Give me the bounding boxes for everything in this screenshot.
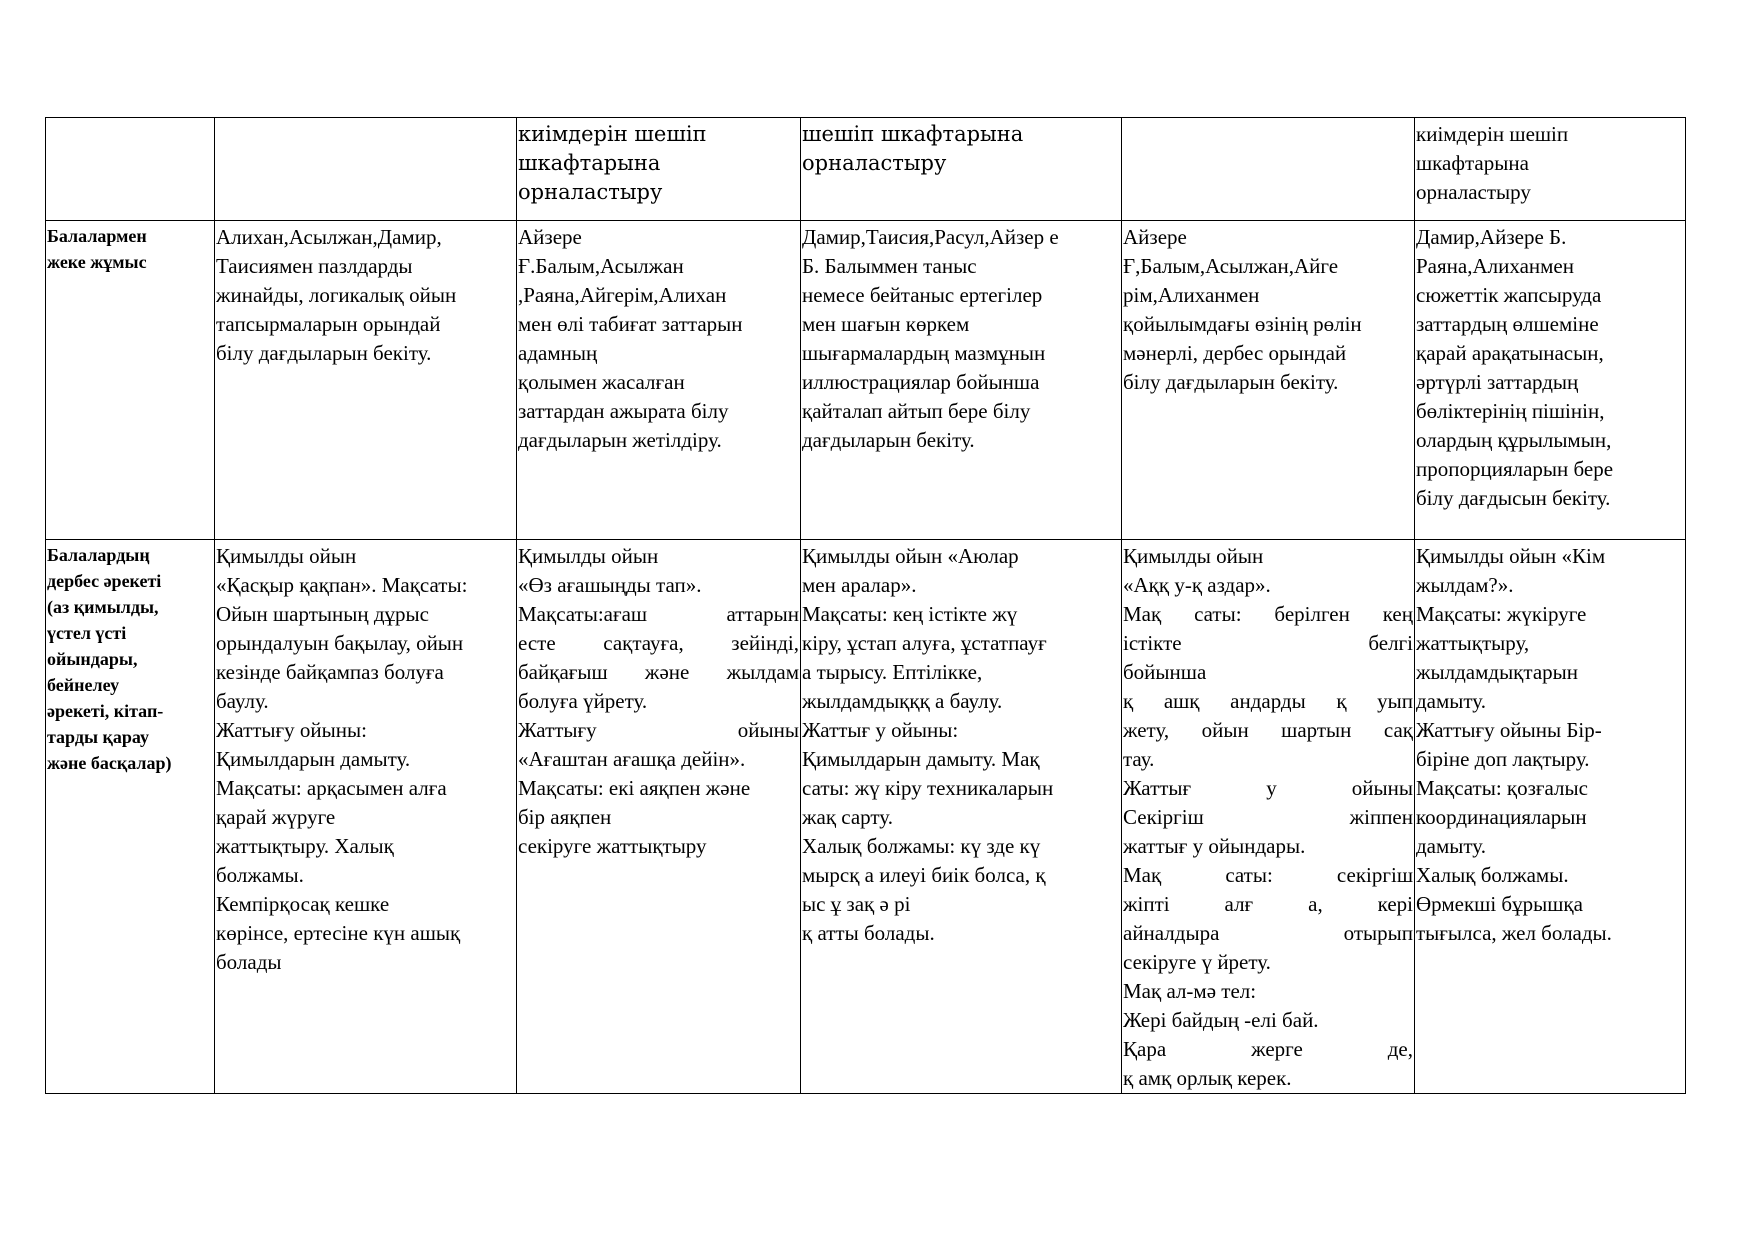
cell-wednesday [801, 540, 1122, 1094]
cell-text-line: заттардың өлшеміне [1416, 312, 1599, 336]
cell-text-line: болуға үйрету. [518, 689, 648, 713]
cell-wednesday [801, 118, 1122, 221]
cell-wednesday [801, 221, 1122, 540]
cell-text-line: Дамир,Таисия,Расул,Айзер е [802, 225, 1059, 249]
cell-text-line: әрекеті, кітап- [47, 701, 164, 721]
cell-text-line: болжамы. [216, 863, 304, 887]
cell-text-line: «Аққ у-қ аздар». [1123, 573, 1271, 597]
cell-text-line: ойындары, [47, 649, 138, 669]
cell-text-line: қарай арақатынасын, [1416, 341, 1604, 365]
cell-text-line: Халық болжамы: кү зде кү [802, 834, 1041, 858]
cell-text-line: Қимылды ойын [518, 544, 659, 568]
cell-text-line: Өрмекші бұрышқа [1416, 892, 1583, 916]
cell-text-line: білу дағдыларын бекіту. [1123, 370, 1339, 394]
cell-text-line: Дамир,Айзере Б. [1416, 225, 1567, 249]
cell-text-line: бейнелеу [47, 675, 120, 695]
cell-text-line: Айзере [518, 225, 582, 249]
cell-text-line: тығылса, жел болады. [1416, 921, 1612, 945]
cell-text-line: Ғ,Балым,Асылжан,Айге [1123, 254, 1339, 278]
cell-text-line: орналастыру [802, 151, 947, 175]
cell-text-line: қойылымдағы өзінің рөлін [1123, 312, 1362, 336]
cell-text-line: дағдыларын жетілдіру. [518, 428, 722, 452]
cell-text-line: мырсқ а илеуі биік болса, қ [802, 863, 1046, 887]
cell-text-line: секіруге ү йрету. [1123, 950, 1271, 974]
cell-text-line: білу дағдыларын бекіту. [216, 341, 432, 365]
cell-text-line: Айзере [1123, 225, 1187, 249]
cell-text-line: қ амқ орлық керек. [1123, 1066, 1292, 1090]
cell-text-line: Халық болжамы. [1416, 863, 1569, 887]
cell-text-line: пропорцияларын бере [1416, 457, 1614, 481]
cell-text-line: жылдамдықтарын [1416, 660, 1578, 684]
cell-text-line: көрінсе, ертесіне күн ашық [216, 921, 461, 945]
cell-text-line: Мақсаты: арқасымен алға [216, 776, 447, 800]
table-row-individual-work [46, 221, 1686, 540]
cell-text-line: Жаттығу ойыны: [216, 718, 367, 742]
cell-text-line: дамыту. [1416, 834, 1486, 858]
cell-text-line: қ атты болады. [802, 921, 935, 945]
cell-text-line: Жаттығу ойыны Бір- [1416, 718, 1602, 742]
cell-text-line: ыс ұ зақ ә рі [802, 892, 911, 916]
cell-monday [215, 540, 517, 1094]
cell-text-line: Мақ ал-мә тел: [1123, 979, 1257, 1003]
cell-text-line: мәнерлі, дербес орындай [1123, 341, 1347, 365]
cell-text-line: Қимылды ойын «Аюлар [802, 544, 1019, 568]
cell-text-line: мен аралар». [802, 573, 917, 597]
cell-text-line: білу дағдысын бекіту. [1416, 486, 1611, 510]
cell-text-line: қ ашқ андарды қ уып [1123, 689, 1413, 713]
cell-text-line: Жаттығ у ойыны [1123, 776, 1413, 800]
cell-text-line: тапсырмаларын орындай [216, 312, 441, 336]
cell-text-line: секіруге жаттықтыру [518, 834, 707, 858]
cell-text-line: заттардан ажырата білу [518, 399, 729, 423]
cell-text-line: Жаттығ у ойыны: [802, 718, 959, 742]
cell-text-line: тарды қарау [47, 727, 149, 747]
cell-thursday [1122, 118, 1415, 221]
cell-text-line: Раяна,Алиханмен [1416, 254, 1574, 278]
cell-text-line: бөліктерінің пішінін, [1416, 399, 1605, 423]
cell-text-line: жеке жұмыс [47, 252, 147, 272]
cell-text-line: сюжеттік жапсыруда [1416, 283, 1602, 307]
cell-friday [1415, 540, 1686, 1094]
cell-text-line: Қимылды ойын «Кім [1416, 544, 1606, 568]
cell-text-line: байқағыш және жылдам [518, 660, 799, 684]
table-row-dressing [46, 118, 1686, 221]
cell-text-line: Мақсаты: кең істікте жү [802, 602, 1018, 626]
cell-text-line: Мақ саты: секіргіш [1123, 863, 1413, 887]
cell-text-line: бойынша [1123, 660, 1207, 684]
cell-text-line: (аз қимылды, [47, 597, 159, 617]
cell-text-line: адамның [518, 341, 598, 365]
cell-text-line: координацияларын [1416, 805, 1587, 829]
cell-text-line: және басқалар) [47, 753, 172, 773]
cell-text-line: Ойын шартының дұрыс [216, 602, 429, 626]
cell-text-line: Мақсаты: қозғалыс [1416, 776, 1588, 800]
cell-text-line: Қимылды ойын [1123, 544, 1264, 568]
cell-text-line: немесе бейтаныс ертегілер [802, 283, 1043, 307]
cell-text-line: кезінде байқампаз болуға [216, 660, 444, 684]
cell-friday [1415, 118, 1686, 221]
cell-text-line: жылдамдықққ а баулу. [802, 689, 1003, 713]
cell-text-line: қайталап айтып бере білу [802, 399, 1031, 423]
cell-text-line: жаттығ у ойындары. [1123, 834, 1306, 858]
cell-friday [1415, 221, 1686, 540]
cell-text-line: Жері байдың -елі бай. [1123, 1008, 1319, 1032]
cell-tuesday [517, 540, 801, 1094]
cell-text-line: Кемпірқосақ кешке [216, 892, 390, 916]
cell-text-line: Жаттығу ойыны [518, 718, 799, 742]
cell-text-line: иллюстрациялар бойынша [802, 370, 1040, 394]
table-row-independent-activity [46, 540, 1686, 1094]
cell-text-line: баулу. [216, 689, 269, 713]
cell-text-line: Секіргіш жіппен [1123, 805, 1413, 829]
cell-text-line: ,Раяна,Айгерім,Алихан [518, 283, 727, 307]
cell-text-line: жаттықтыру. Халық [216, 834, 394, 858]
cell-text-line: орындалуын бақылау, ойын [216, 631, 464, 655]
cell-text-line: жету, ойын шартын сақ [1123, 718, 1413, 742]
cell-text-line: Б. Балыммен таныс [802, 254, 977, 278]
cell-text-line: олардың құрылымын, [1416, 428, 1612, 452]
cell-text-line: жақ сарту. [802, 805, 893, 829]
cell-text-line: «Ағаштан ағашқа дейін». [518, 747, 746, 771]
cell-text-line: қарай жүруге [216, 805, 336, 829]
cell-text-line: «Өз ағашыңды тап». [518, 573, 702, 597]
weekly-plan-table [45, 117, 1686, 1094]
cell-tuesday [517, 118, 801, 221]
cell-text-line: дағдыларын бекіту. [802, 428, 975, 452]
cell-text-line: Балалармен [47, 226, 147, 246]
cell-text-line: шығармалардың мазмұнын [802, 341, 1046, 365]
cell-text-line: дербес әрекеті [47, 571, 162, 591]
cell-text-line: жылдам?». [1416, 573, 1514, 597]
cell-text-line: үстел үсті [47, 623, 127, 643]
cell-text-line: Алихан,Асылжан,Дамир, [216, 225, 442, 249]
cell-text-line: Қимылдарын дамыту. Мақ [802, 747, 1040, 771]
cell-text-line: Мақ саты: берілген кең [1123, 602, 1413, 626]
row-label-individual-work [46, 221, 215, 540]
cell-text-line: жинайды, логикалық ойын [216, 283, 457, 307]
cell-text-line: біріне доп лақтыру. [1416, 747, 1590, 771]
cell-text-line: кіру, ұстап алуға, ұстатпауғ [802, 631, 1047, 655]
cell-text-line: Қимылды ойын [216, 544, 357, 568]
cell-text-line: мен шағын көркем [802, 312, 970, 336]
row-label-empty [46, 118, 215, 221]
cell-tuesday [517, 221, 801, 540]
cell-text-line: Мақсаты:ағаш аттарын [518, 602, 799, 626]
cell-text-line: «Қасқыр қақпан». Мақсаты: [216, 573, 468, 597]
cell-text-line: киімдерін шешіп [518, 122, 707, 146]
cell-text-line: Мақсаты: жүкіруге [1416, 602, 1587, 626]
cell-text-line: Таисиямен пазлдарды [216, 254, 413, 278]
cell-monday [215, 221, 517, 540]
cell-text-line: есте сақтауға, зейінді, [518, 631, 799, 655]
cell-text-line: істікте белгі [1123, 631, 1413, 655]
cell-text-line: бір аяқпен [518, 805, 612, 829]
cell-text-line: шешіп шкафтарына [802, 122, 1024, 146]
cell-text-line: жіпті алғ а, кері [1123, 892, 1413, 916]
cell-text-line: қолымен жасалған [518, 370, 685, 394]
cell-text-line: орналастыру [518, 180, 663, 204]
cell-text-line: а тырысу. Ептілікке, [802, 660, 983, 684]
row-label-independent-activity [46, 540, 215, 1094]
cell-text-line: рім,Алиханмен [1123, 283, 1260, 307]
cell-thursday [1122, 221, 1415, 540]
cell-text-line: Қара жерге де, [1123, 1037, 1413, 1061]
cell-text-line: шкафтарына [1416, 151, 1529, 175]
cell-text-line: Балалардың [47, 545, 150, 565]
cell-text-line: тау. [1123, 747, 1155, 771]
cell-thursday [1122, 540, 1415, 1094]
cell-text-line: мен өлі табиғат заттарын [518, 312, 743, 336]
cell-text-line: шкафтарына [518, 151, 661, 175]
cell-text-line: Мақсаты: екі аяқпен және [518, 776, 751, 800]
cell-text-line: Ғ.Балым,Асылжан [518, 254, 684, 278]
cell-text-line: киімдерін шешіп [1416, 122, 1569, 146]
cell-text-line: дамыту. [1416, 689, 1486, 713]
cell-monday [215, 118, 517, 221]
cell-text-line: Қимылдарын дамыту. [216, 747, 411, 771]
cell-text-line: орналастыру [1416, 180, 1531, 204]
cell-text-line: әртүрлі заттардың [1416, 370, 1579, 394]
cell-text-line: болады [216, 950, 282, 974]
cell-text-line: жаттықтыру, [1416, 631, 1530, 655]
cell-text-line: саты: жү кіру техникаларын [802, 776, 1054, 800]
cell-text-line: айналдыра отырып [1123, 921, 1413, 945]
